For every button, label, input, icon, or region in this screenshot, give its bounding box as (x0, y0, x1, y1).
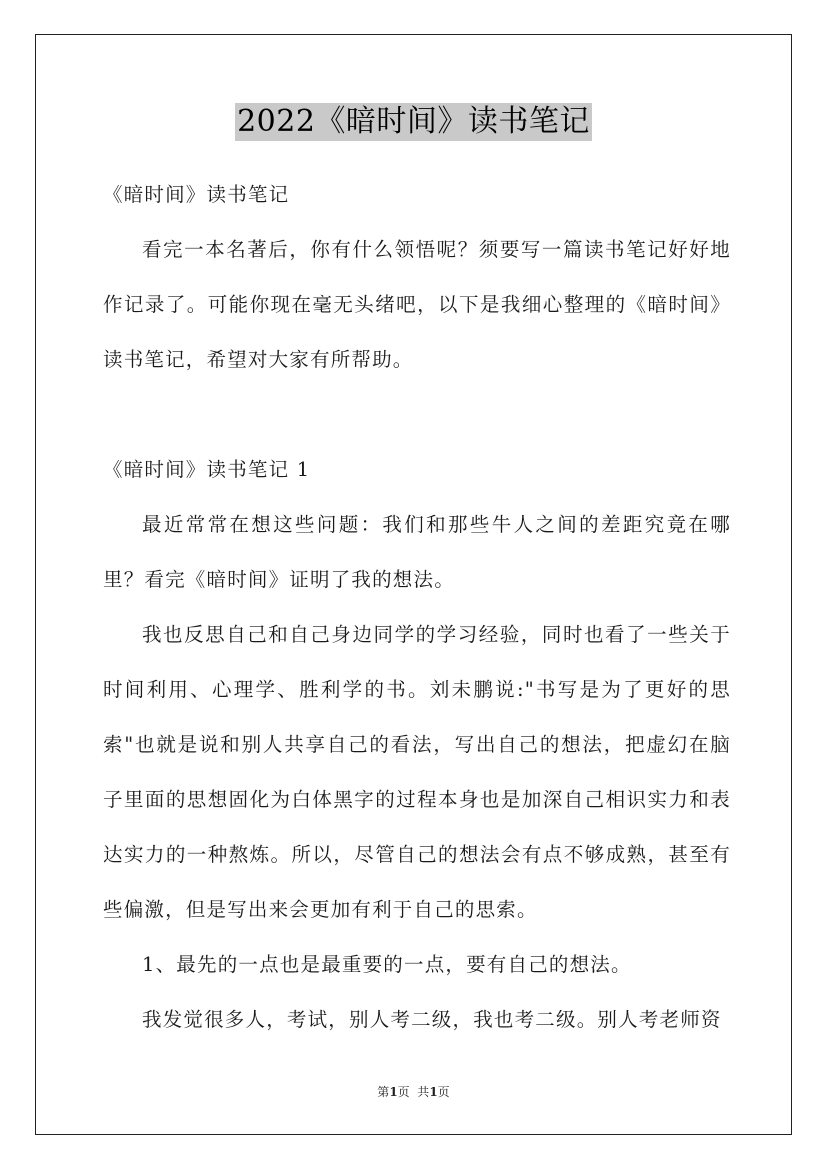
footer-middle: 页 共 (397, 1085, 430, 1099)
section-spacer (103, 387, 731, 442)
title-container (0, 103, 827, 141)
document-title: 2022《暗时间》读书笔记 (237, 104, 590, 139)
document-subtitle: 《暗时间》读书笔记 (103, 183, 290, 206)
body-paragraph: 我发觉很多人，考试，别人考二级，我也考二级。别人考老师资 (142, 1008, 722, 1031)
footer-page-total: 1 (429, 1085, 438, 1099)
body-paragraph: 1、最先的一点也是最重要的一点，要有自己的想法。 (142, 953, 632, 976)
footer-suffix: 页 (437, 1085, 450, 1099)
intro-paragraph: 看完一本名著后，你有什么领悟呢？须要写一篇读书笔记好好地作记录了。可能你现在毫无头绪吧，以下是我细心整理的《暗时间》读书笔记，希望对大家有所帮助。 (103, 238, 731, 371)
footer-prefix: 第 (377, 1085, 390, 1099)
document-body (103, 167, 731, 1047)
body-paragraph: 我也反思自己和自己身边同学的学习经验，同时也看了一些关于时间利用、心理学、胜利学的书。刘未鹏说:"书写是为了更好的思索"也就是说和别人共享自己的看法，写出自己的想法，把虚幻在脑子里面的思想固化为白体黑字的过程本身也是加深自己相识实力和表达实力的一种熬炼。所以，尽管自己的想法会有点不够成熟，甚至有些偏激，但是写出来会更加有利于自己的思索。 (103, 623, 731, 921)
footer-page-current: 1 (389, 1085, 398, 1099)
page-footer (0, 1084, 827, 1100)
section-heading: 《暗时间》读书笔记 1 (103, 458, 311, 481)
body-paragraph: 最近常常在想这些问题：我们和那些牛人之间的差距究竟在哪里？看完《暗时间》证明了我的想法。 (103, 513, 731, 591)
